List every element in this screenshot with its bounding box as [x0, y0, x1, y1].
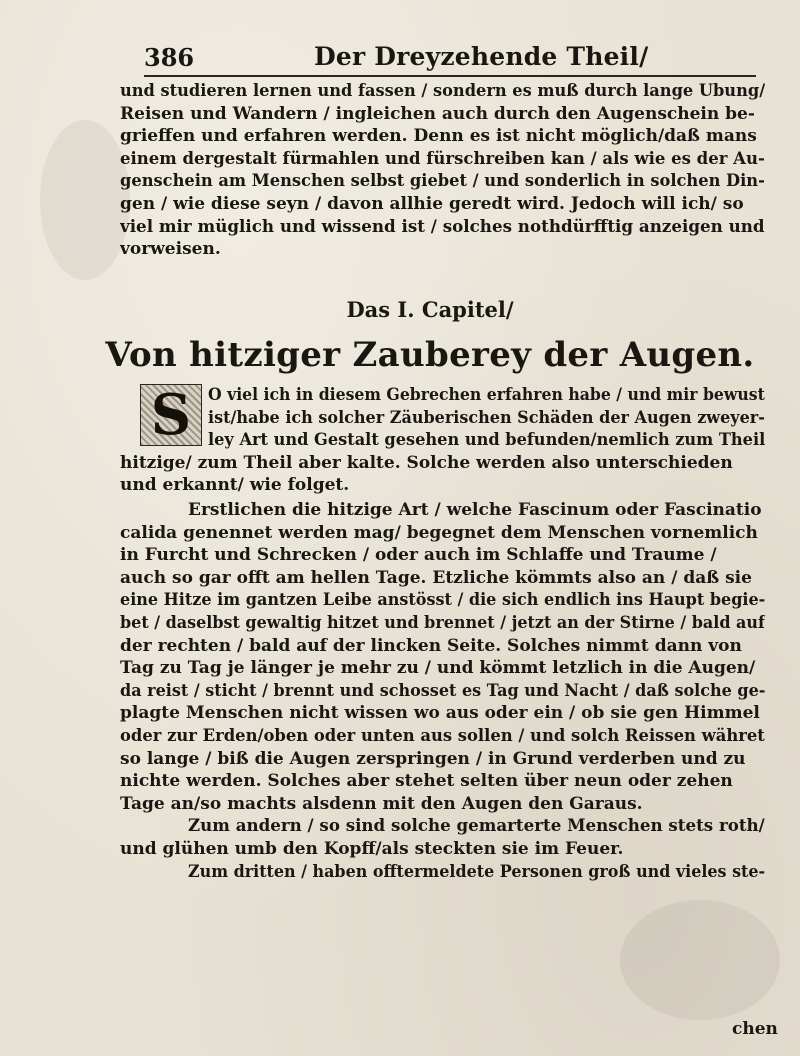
- text-line: Zum dritten / haben offtermeldete Personen groß und vieles ste-: [188, 861, 765, 882]
- chapter-title: Von hitziger Zauberey der Augen.: [105, 335, 755, 375]
- paper-stain: [40, 120, 130, 280]
- text-line: viel mir müglich und wissend ist / solches nothdürfftig anzeigen und: [120, 216, 765, 237]
- text-line: Tag zu Tag je länger je mehr zu / und kömmt letzlich in die Augen/: [120, 658, 756, 679]
- text-line: Reisen und Wandern / ingleichen auch durch den Augenschein be-: [120, 103, 755, 124]
- text-line: und erkannt/ wie folget.: [120, 475, 350, 496]
- text-line: grieffen und erfahren werden. Denn es ist nicht möglich/daß mans: [120, 126, 757, 147]
- text-line: gen / wie diese seyn / davon allhie geredt wird. Jedoch will ich/ so: [120, 193, 744, 214]
- text-line: bet / daselbst gewaltig hitzet und brennet / jetzt an der Stirne / bald auf: [120, 612, 765, 633]
- initial-letter: S: [150, 382, 192, 448]
- text-line: vorweisen.: [120, 239, 221, 260]
- page-header: [144, 38, 756, 72]
- body-paragraphs: [120, 499, 765, 883]
- text-line: da reist / sticht / brennt und schosset es Tag und Nacht / daß solche ge-: [120, 680, 765, 701]
- running-head: Der Dreyzehende Theil/: [314, 42, 649, 71]
- text-line: Erstlichen die hitzige Art / welche Fascinum oder Fascinatio: [188, 500, 762, 520]
- first-paragraph: [120, 384, 765, 497]
- text-line: ist/habe ich solcher Zäuberischen Schäden der Augen zweyer-: [208, 407, 765, 428]
- text-line: nichte werden. Solches aber stehet selten über neun oder zehen: [120, 771, 733, 792]
- intro-paragraph: [120, 80, 765, 261]
- text-line: plagte Menschen nicht wissen wo aus oder ein / ob sie gen Himmel: [120, 703, 760, 724]
- text-line: in Furcht und Schrecken / oder auch im Schlaffe und Traume /: [120, 545, 717, 566]
- catchword: chen: [732, 1019, 778, 1039]
- page-number: 386: [144, 43, 195, 72]
- text-line: eine Hitze im gantzen Leibe anstösst / die sich endlich ins Haupt begie-: [120, 590, 765, 611]
- text-line: und studieren lernen und fassen / sondern es muß durch lange Ubung/: [120, 81, 765, 101]
- text-line: O viel ich in diesem Gebrechen erfahren habe / und mir bewust: [208, 385, 765, 405]
- text-line: oder zur Erden/oben oder unten aus sollen / und solch Reissen währet: [120, 725, 765, 746]
- text-line: der rechten / bald auf der lincken Seite. Solches nimmt dann von: [120, 635, 742, 656]
- paper-stain: [620, 900, 780, 1020]
- header-rule: [144, 75, 756, 77]
- text-line: einem dergestalt fürmahlen und fürschreiben kan / als wie es der Au-: [120, 148, 765, 169]
- text-line: Tage an/so machts alsdenn mit den Augen den Garaus.: [120, 793, 643, 814]
- text-line: genschein am Menschen selbst giebet / und sonderlich in solchen Din-: [120, 171, 765, 192]
- text-line: so lange / biß die Augen zerspringen / in Grund verderben und zu: [120, 748, 746, 769]
- text-line: und glühen umb den Kopff/als steckten sie im Feuer.: [120, 838, 624, 859]
- chapter-label: Das I. Capitel/: [346, 297, 514, 322]
- text-line: ley Art und Gestalt gesehen und befunden/nemlich zum Theil: [208, 430, 765, 451]
- text-line: auch so gar offt am hellen Tage. Etzliche kömmts also an / daß sie: [120, 567, 752, 588]
- text-line: hitzige/ zum Theil aber kalte. Solche werden also unterschieden: [120, 452, 733, 473]
- text-line: Zum andern / so sind solche gemarterte Menschen stets roth/: [188, 816, 765, 837]
- text-line: calida genennet werden mag/ begegnet dem Menschen vornemlich: [120, 522, 758, 543]
